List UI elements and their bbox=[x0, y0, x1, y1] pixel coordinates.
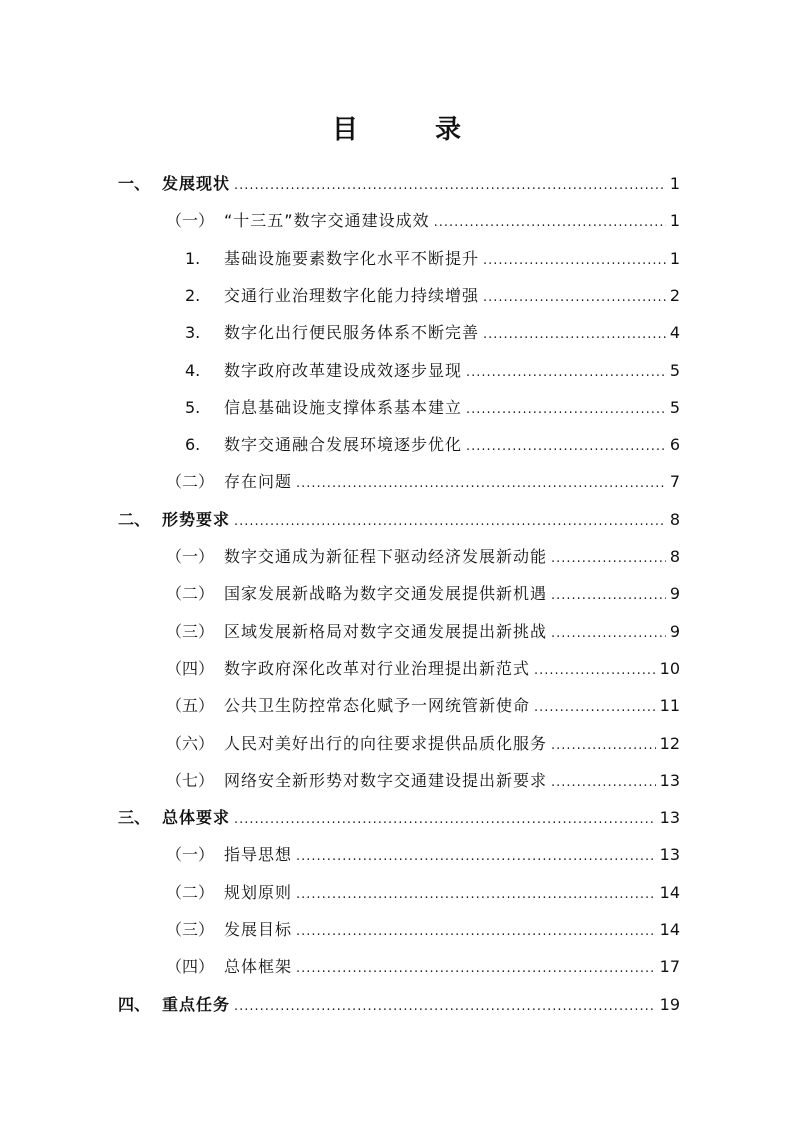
toc-entry-page-number: 5 bbox=[669, 398, 680, 417]
toc-entry-label: 交通行业治理数字化能力持续增强 bbox=[224, 286, 480, 305]
toc-entry-page-number: 13 bbox=[659, 808, 680, 827]
toc-entry-label: 存在问题 bbox=[224, 472, 293, 491]
toc-entry[interactable] bbox=[166, 470, 680, 494]
toc-entry-page-number: 1 bbox=[669, 211, 680, 230]
dot-leader bbox=[483, 286, 666, 310]
toc-entry-page-number: 7 bbox=[669, 472, 680, 491]
toc-entry-label: “十三五”数字交通建设成效 bbox=[224, 211, 430, 230]
dot-leader bbox=[466, 435, 666, 459]
toc-entry-page-number: 1 bbox=[669, 174, 680, 193]
toc-entry-label: 区域发展新格局对数字交通发展提出新挑战 bbox=[224, 622, 548, 641]
toc-entry[interactable] bbox=[166, 657, 680, 681]
toc-entry[interactable] bbox=[166, 582, 680, 606]
toc-entry[interactable] bbox=[166, 881, 680, 905]
toc-entry-label: 规划原则 bbox=[224, 883, 293, 902]
toc-entry[interactable] bbox=[166, 843, 680, 867]
toc-entry[interactable] bbox=[166, 620, 680, 644]
dot-leader bbox=[234, 808, 656, 832]
toc-entry-number: 2. bbox=[185, 286, 201, 305]
dot-leader bbox=[551, 734, 656, 758]
toc-entry-page-number: 13 bbox=[659, 845, 680, 864]
toc-entry-number: 三、 bbox=[118, 808, 151, 827]
toc-title: 目 录 bbox=[331, 115, 496, 145]
toc-entry-number: （五） bbox=[166, 696, 215, 715]
toc-entry-page-number: 8 bbox=[669, 510, 680, 529]
toc-entry[interactable] bbox=[118, 993, 680, 1017]
toc-entry-number: 5. bbox=[185, 398, 201, 417]
toc-entry-number: （一） bbox=[166, 211, 215, 230]
toc-entry-page-number: 2 bbox=[669, 286, 680, 305]
dot-leader bbox=[296, 920, 656, 944]
toc-entry[interactable] bbox=[166, 732, 680, 756]
toc-entry-number: （二） bbox=[166, 472, 215, 491]
toc-entry-label: 数字政府深化改革对行业治理提出新范式 bbox=[224, 659, 531, 678]
toc-entry-number: （四） bbox=[166, 957, 215, 976]
toc-entry-page-number: 19 bbox=[659, 995, 680, 1014]
toc-entry-number: （三） bbox=[166, 920, 215, 939]
toc-entry-label: 国家发展新战略为数字交通发展提供新机遇 bbox=[224, 584, 548, 603]
toc-entry-page-number: 12 bbox=[659, 734, 680, 753]
toc-entry-label: 数字交通成为新征程下驱动经济发展新动能 bbox=[224, 547, 548, 566]
toc-entry-label: 公共卫生防控常态化赋予一网统管新使命 bbox=[224, 696, 531, 715]
toc-entry-label: 网络安全新形势对数字交通建设提出新要求 bbox=[224, 771, 548, 790]
toc-entry[interactable] bbox=[166, 918, 680, 942]
dot-leader bbox=[296, 845, 656, 869]
toc-entry-number: （二） bbox=[166, 584, 215, 603]
dot-leader bbox=[296, 472, 666, 496]
toc-entry[interactable] bbox=[118, 172, 680, 196]
dot-leader bbox=[234, 174, 666, 198]
toc-entry[interactable] bbox=[118, 508, 680, 532]
toc-entry-number: 6. bbox=[185, 435, 201, 454]
toc-entry-number: 3. bbox=[185, 323, 201, 342]
dot-leader bbox=[234, 995, 656, 1019]
toc-entry-page-number: 17 bbox=[659, 957, 680, 976]
toc-entry-page-number: 1 bbox=[669, 249, 680, 268]
toc-entry-label: 数字化出行便民服务体系不断完善 bbox=[224, 323, 480, 342]
toc-entry-number: （一） bbox=[166, 547, 215, 566]
dot-leader bbox=[551, 771, 656, 795]
dot-leader bbox=[551, 584, 666, 608]
toc-entry[interactable] bbox=[185, 321, 680, 345]
toc-entry-label: 基础设施要素数字化水平不断提升 bbox=[224, 249, 480, 268]
dot-leader bbox=[534, 696, 656, 720]
dot-leader bbox=[534, 659, 656, 683]
toc-entry-label: 形势要求 bbox=[162, 510, 231, 529]
toc-entry-label: 重点任务 bbox=[162, 995, 231, 1014]
toc-entry-number: （四） bbox=[166, 659, 215, 678]
toc-entry-label: 发展目标 bbox=[224, 920, 293, 939]
toc-entry-page-number: 10 bbox=[659, 659, 680, 678]
toc-entry-label: 总体要求 bbox=[162, 808, 231, 827]
dot-leader bbox=[483, 323, 666, 347]
dot-leader bbox=[296, 883, 656, 907]
toc-entry[interactable] bbox=[166, 955, 680, 979]
toc-entry[interactable] bbox=[166, 694, 680, 718]
toc-entry-page-number: 8 bbox=[669, 547, 680, 566]
toc-entry[interactable] bbox=[185, 359, 680, 383]
toc-entry[interactable] bbox=[118, 806, 680, 830]
dot-leader bbox=[551, 547, 666, 571]
toc-entry-number: 4. bbox=[185, 361, 201, 380]
dot-leader bbox=[483, 249, 666, 273]
toc-entry[interactable] bbox=[185, 396, 680, 420]
toc-entry-number: （六） bbox=[166, 734, 215, 753]
toc-entry-number: （二） bbox=[166, 883, 215, 902]
toc-entry-label: 信息基础设施支撑体系基本建立 bbox=[224, 398, 463, 417]
toc-entry-page-number: 11 bbox=[659, 696, 680, 715]
dot-leader bbox=[466, 361, 666, 385]
toc-entry-label: 指导思想 bbox=[224, 845, 293, 864]
toc-entry[interactable] bbox=[185, 433, 680, 457]
toc-entry-number: （一） bbox=[166, 845, 215, 864]
toc-entry[interactable] bbox=[185, 284, 680, 308]
toc-entry-number: 1. bbox=[185, 249, 201, 268]
toc-entry-label: 数字交通融合发展环境逐步优化 bbox=[224, 435, 463, 454]
toc-entry-page-number: 4 bbox=[669, 323, 680, 342]
toc-entry-number: （三） bbox=[166, 622, 215, 641]
toc-entry-page-number: 13 bbox=[659, 771, 680, 790]
dot-leader bbox=[296, 957, 656, 981]
toc-entry-number: （七） bbox=[166, 771, 215, 790]
toc-entry-number: 四、 bbox=[118, 995, 151, 1014]
toc-entry[interactable] bbox=[166, 545, 680, 569]
toc-entry[interactable] bbox=[166, 769, 680, 793]
toc-entry-label: 总体框架 bbox=[224, 957, 293, 976]
dot-leader bbox=[234, 510, 666, 534]
toc-entry-label: 发展现状 bbox=[162, 174, 231, 193]
toc-entry-page-number: 9 bbox=[669, 622, 680, 641]
toc-entry[interactable] bbox=[166, 209, 680, 233]
dot-leader bbox=[466, 398, 666, 422]
toc-entry[interactable] bbox=[185, 247, 680, 271]
toc-entry-number: 二、 bbox=[118, 510, 151, 529]
toc-entry-page-number: 6 bbox=[669, 435, 680, 454]
toc-entry-page-number: 14 bbox=[659, 883, 680, 902]
toc-entry-page-number: 9 bbox=[669, 584, 680, 603]
toc-entry-number: 一、 bbox=[118, 174, 151, 193]
toc-entry-label: 数字政府改革建设成效逐步显现 bbox=[224, 361, 463, 380]
dot-leader bbox=[551, 622, 666, 646]
toc-entry-page-number: 5 bbox=[669, 361, 680, 380]
dot-leader bbox=[434, 211, 666, 235]
toc-entry-page-number: 14 bbox=[659, 920, 680, 939]
toc-entry-label: 人民对美好出行的向往要求提供品质化服务 bbox=[224, 734, 548, 753]
